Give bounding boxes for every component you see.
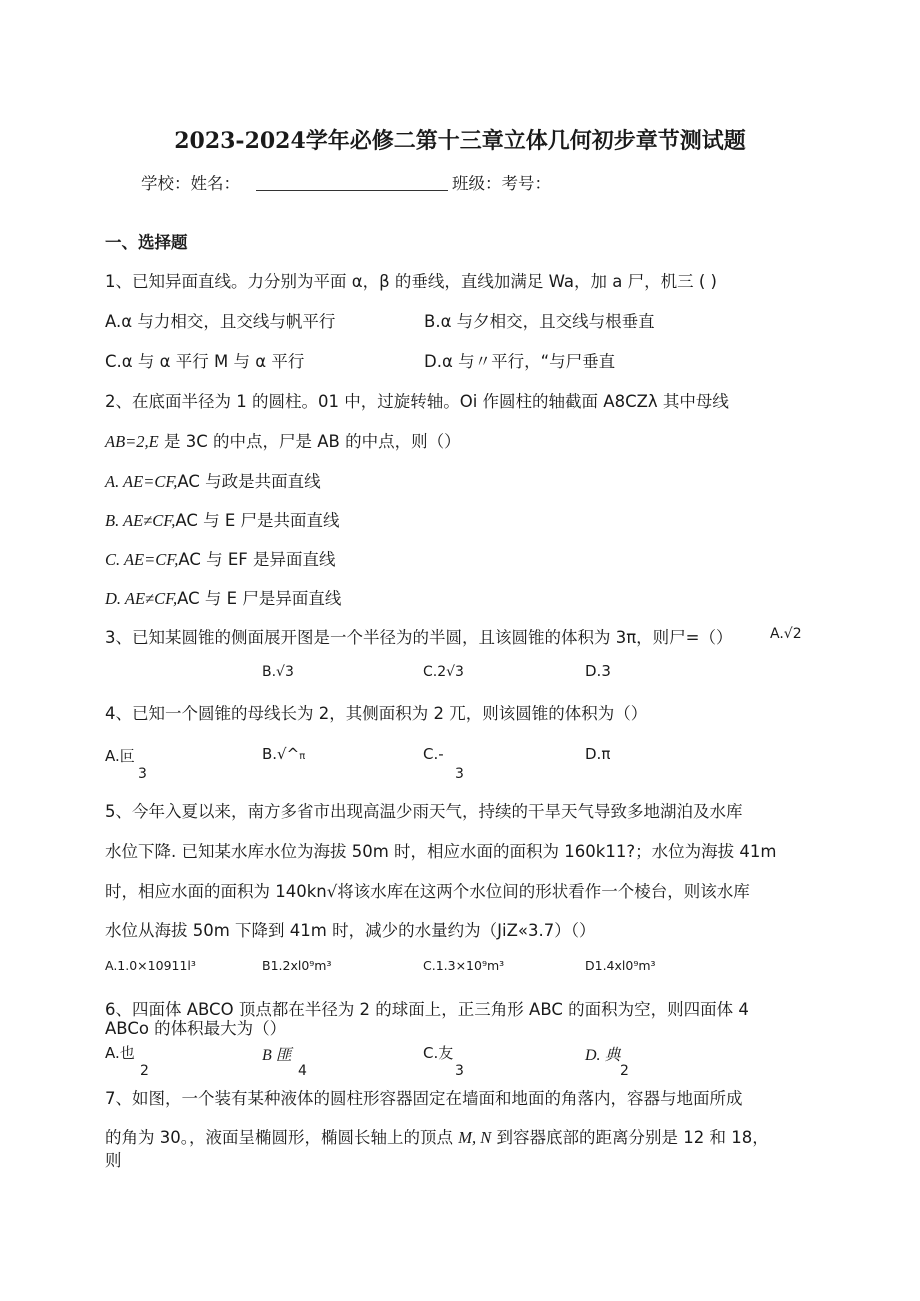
question-5-option-a: A.1.0×10911l³ bbox=[105, 958, 196, 973]
question-7-line3: 则 bbox=[105, 1151, 122, 1170]
question-6-option-d-denominator: 2 bbox=[620, 1063, 629, 1079]
question-6-option-c-denominator: 3 bbox=[455, 1063, 464, 1079]
question-2-option-d: D. AE≠CF,AC 与 E 尸是异面直线 bbox=[105, 589, 342, 608]
question-6-line1: 6、四面体 ABCO 顶点都在半径为 2 的球面上，正三角形 ABC 的面积为空，则四面体 4 bbox=[105, 1000, 749, 1019]
school-label: 学校： bbox=[141, 174, 191, 193]
question-6-option-b: B 匪 bbox=[262, 1047, 292, 1064]
name-label: 姓名： bbox=[190, 174, 240, 193]
question-6-line2: ABCo 的体积最大为（） bbox=[105, 1019, 287, 1038]
question-3-stem: 3、已知某圆锥的侧面展开图是一个半径为的半圆，且该圆锥的体积为 3π，则尸=（） bbox=[105, 628, 733, 647]
question-3-option-d: D.3 bbox=[585, 662, 611, 680]
question-6-option-d: D. 典 bbox=[585, 1047, 621, 1064]
question-2-option-c: C. AE=CF,AC 与 EF 是异面直线 bbox=[105, 550, 336, 569]
question-5-line4: 水位从海拔 50m 下降到 41m 时，减少的水量约为（JiZ«3.7）（） bbox=[105, 921, 596, 940]
question-6-option-b-denominator: 4 bbox=[298, 1063, 307, 1079]
number-label: 考号： bbox=[501, 174, 551, 193]
name-blank bbox=[256, 176, 448, 191]
question-3-option-c: C.2√3 bbox=[423, 664, 464, 680]
question-1-option-a: A.α 与力相交，且交线与帆平行 bbox=[105, 312, 336, 331]
question-4-stem: 4、已知一个圆锥的母线长为 2，其侧面积为 2 兀，则该圆锥的体积为（） bbox=[105, 704, 648, 723]
student-info-row bbox=[141, 170, 551, 194]
question-7-line2: 的角为 30。，液面呈椭圆形，椭圆长轴上的顶点 M, N 到容器底部的距离分别是 12 和 18， bbox=[105, 1128, 769, 1147]
page-title: 2023-2024学年必修二第十三章立体几何初步章节测试题 bbox=[174, 128, 746, 154]
question-5-line3: 时，相应水面的面积为 140kn√将该水库在这两个水位间的形状看作一个棱台，则该水库 bbox=[105, 882, 750, 901]
question-4-option-a: A.叵 bbox=[105, 747, 135, 765]
question-4-option-c-denominator: 3 bbox=[455, 766, 464, 782]
question-3-option-a: A.√2 bbox=[770, 626, 802, 642]
question-5-line2: 水位下降. 已知某水库水位为海拔 50m 时，相应水面的面积为 160k11?；水位为海拔 41m bbox=[105, 842, 777, 861]
question-1-option-d: D.α 与〃平行，“与尸垂直 bbox=[424, 352, 616, 371]
question-1-option-b: B.α 与夕相交，且交线与根垂直 bbox=[424, 312, 655, 331]
question-5-option-d: D1.4xl0⁹m³ bbox=[585, 958, 656, 973]
question-4-option-d: D.π bbox=[585, 745, 611, 763]
question-2-stem-line1: 2、在底面半径为 1 的圆柱。01 中，过旋转轴。Oi 作圆柱的轴截面 A8CZλ 其中母线 bbox=[105, 392, 729, 411]
question-6-option-a: A.也 bbox=[105, 1044, 135, 1062]
question-7-line1: 7、如图，一个装有某种液体的圆柱形容器固定在墙面和地面的角落内，容器与地面所成 bbox=[105, 1089, 743, 1108]
section-heading: 一、选择题 bbox=[105, 233, 188, 252]
class-label: 班级： bbox=[452, 174, 502, 193]
question-4-option-a-denominator: 3 bbox=[138, 766, 147, 782]
question-1-option-c: C.α 与 α 平行 M 与 α 平行 bbox=[105, 352, 305, 371]
question-5-option-c: C.1.3×10⁹m³ bbox=[423, 958, 505, 973]
question-5-option-b: B1.2xl0⁹m³ bbox=[262, 958, 332, 973]
question-2-option-b: B. AE≠CF,AC 与 E 尸是共面直线 bbox=[105, 511, 340, 530]
question-1-stem: 1、已知异面直线。力分别为平面 α，β 的垂线，直线加满足 Wa，加 a 尸，机三 ( ) bbox=[105, 272, 717, 291]
question-6-option-c: C.友 bbox=[423, 1044, 454, 1062]
question-5-line1: 5、今年入夏以来，南方多省市出现高温少雨天气，持续的干旱天气导致多地湖泊及水库 bbox=[105, 802, 743, 821]
question-4-option-b: B.√^π bbox=[262, 745, 306, 763]
question-3-option-b: B.√3 bbox=[262, 664, 294, 680]
question-4-option-c: C.- bbox=[423, 745, 444, 763]
question-2-stem-line2: AB=2,E 是 3C 的中点，尸是 AB 的中点，则（） bbox=[105, 432, 461, 451]
question-6-option-a-denominator: 2 bbox=[140, 1063, 149, 1079]
question-2-option-a: A. AE=CF,AC 与政是共面直线 bbox=[105, 472, 321, 491]
